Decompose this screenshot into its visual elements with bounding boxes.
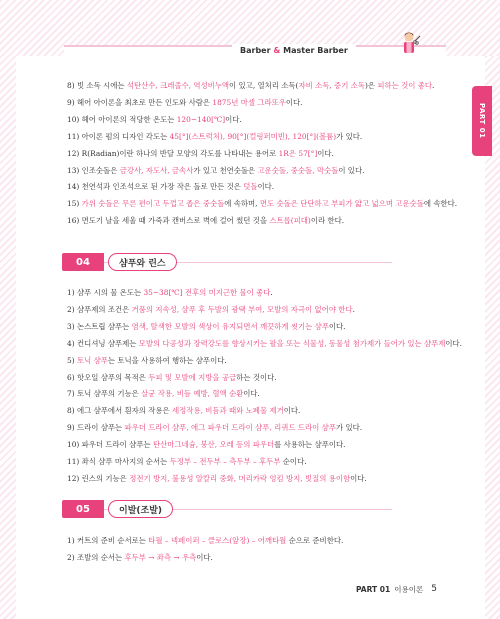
item-text: 를 사용하는 샴푸이다. — [274, 440, 346, 450]
item-text: 이다. — [350, 473, 367, 483]
list-item — [67, 213, 477, 230]
highlight-text: 스트롭(피대) — [269, 216, 311, 226]
item-number: 10) — [67, 440, 82, 450]
highlight-text: 1875년 마셀 그라또우 — [212, 97, 286, 107]
list-item — [67, 386, 477, 403]
list-item — [67, 353, 477, 370]
item-text: 하는 것이다. — [236, 372, 277, 382]
item-number: 10) — [67, 114, 82, 124]
highlight-text: 45[°](스트럭처), 90[°](컬링퍼미빈), 120[°](볼륨) — [169, 131, 337, 141]
item-number: 1) — [67, 536, 77, 545]
page-footer — [356, 582, 437, 596]
list-item — [67, 319, 477, 336]
item-text: . — [270, 288, 273, 297]
highlight-text: 살균 작용, 비듬 예방, 혈액 순환 — [141, 389, 244, 399]
highlight-text: 금강사, 자도사, 금속사 — [119, 165, 194, 175]
highlight-text: 면도 숫돌은 단단하고 부피가 얇고 넓으며 고운숫돌 — [259, 199, 424, 209]
item-text: 커트의 준비 순서로는 — [76, 536, 149, 545]
list-item — [67, 78, 477, 95]
item-text: 에그 샴푸에서 흰자의 작용은 — [76, 406, 173, 416]
section-title: 샴푸와 린스 — [108, 253, 177, 271]
list-item — [67, 163, 477, 180]
item-number: 3) — [67, 321, 77, 331]
list-item — [67, 129, 477, 146]
page-number: 5 — [431, 584, 437, 594]
item-text: 아이론 펌의 디자인 각도는 — [81, 131, 170, 141]
list-item — [67, 370, 477, 387]
section-title: 이발(조발) — [108, 500, 173, 518]
item-text: 드라이 샴푸는 — [76, 423, 125, 433]
highlight-text: 35~38[℃] 전후의 미지근한 물이 좋다 — [143, 288, 271, 297]
item-text: 이 있고, 열처리 소독( — [229, 81, 299, 90]
item-text: 이다. — [257, 182, 275, 192]
item-text: 인조숫돌은 — [81, 165, 120, 175]
item-text: 파우더 드라이 샴푸는 — [81, 440, 153, 450]
list-item — [67, 437, 477, 454]
item-text: 순이다. — [280, 457, 307, 467]
list-item — [67, 533, 477, 550]
item-number: 5) — [67, 355, 77, 365]
theory-list-3 — [67, 533, 477, 567]
item-text: 에 속하며, — [224, 199, 260, 209]
barber-mascot-icon — [396, 30, 422, 56]
item-number: 13) — [67, 165, 82, 175]
item-text: 이 있다. — [338, 165, 365, 175]
list-item — [67, 112, 477, 129]
highlight-text: 가위 숫돌은 무른 편이고 두껍고 좁은 중숫돌 — [81, 199, 225, 209]
item-text: 이다. — [445, 338, 463, 348]
list-item — [67, 454, 477, 471]
item-text: 헤어 아이론을 최초로 만든 인도와 사람은 — [76, 97, 213, 107]
list-item — [67, 420, 477, 437]
item-text: 샴푸제의 조건은 — [76, 304, 132, 314]
highlight-text: 피하는 것이 좋다 — [377, 81, 433, 90]
item-number: 9) — [67, 97, 77, 107]
item-number: 11) — [67, 457, 82, 467]
list-item — [67, 196, 477, 213]
footer-part: PART 01 — [356, 584, 391, 594]
item-text: 에 속한다. — [423, 199, 458, 209]
list-item — [67, 403, 477, 420]
header-title-b: Master Barber — [283, 46, 348, 55]
highlight-text: 두피 및 모발에 지방을 공급 — [148, 372, 237, 382]
item-text: 이다. — [285, 97, 303, 107]
highlight-text: 1R은 57[°] — [278, 148, 318, 158]
list-item — [67, 302, 477, 319]
item-text: 조발의 순서는 — [76, 552, 125, 562]
item-number: 2) — [67, 304, 77, 314]
theory-list-2 — [67, 285, 477, 488]
item-text: 이다. — [243, 389, 260, 399]
item-text: 핫오일 샴푸의 목적은 — [76, 372, 149, 382]
highlight-text: 모발의 다공성과 장력강도를 향상시키는 팔을 또는 식물성, 동물성 첨가제가 들어가 있는 샴푸제 — [138, 338, 446, 348]
section-number: 04 — [62, 253, 104, 271]
highlight-text: 파우더 드라이 샴푸, 에그 파우더 드라이 샴푸, 리퀴드 드라이 샴푸 — [124, 423, 336, 433]
item-text: )은 — [364, 81, 378, 90]
section-heading-04 — [62, 253, 392, 271]
item-text: . — [352, 304, 355, 314]
item-text: R(Radian)이란 하나의 반달 모양의 각도를 나타내는 용어로 — [81, 148, 279, 158]
running-header — [232, 44, 356, 58]
part-side-tab-label: PART 01 — [478, 103, 486, 139]
item-text: 이라 한다. — [310, 216, 345, 226]
footer-chapter: 이용이론 — [394, 584, 424, 594]
item-text: 가 있고 천연숫돌은 — [193, 165, 258, 175]
item-number: 14) — [67, 182, 82, 192]
list-item — [67, 336, 477, 353]
highlight-text: 자비 소독, 증기 소독 — [298, 81, 365, 90]
list-item — [67, 285, 477, 302]
highlight-text: 정전기 방지, 불용성 알칼리 중화, 머리카락 엉킴 방지, 빗질의 용이함 — [129, 473, 351, 483]
highlight-text: 탄산마그네슘, 붕산, 오레 등의 파우더 — [152, 440, 275, 450]
item-number: 8) — [67, 81, 77, 90]
list-item — [67, 179, 477, 196]
item-number: 2) — [67, 552, 77, 562]
item-number: 7) — [67, 389, 77, 399]
item-text: 순으로 준비한다. — [286, 536, 344, 545]
highlight-text: 석탄산수, 크레졸수, 역성비누액 — [126, 81, 230, 90]
item-text: 샴푸 시의 물 온도는 — [76, 288, 144, 297]
item-text: 좌식 샴푸 마사지의 순서는 — [81, 457, 170, 467]
item-text: 이다. — [328, 321, 346, 331]
item-text: 논스트립 샴푸는 — [76, 321, 132, 331]
item-number: 11) — [67, 131, 82, 141]
item-number: 9) — [67, 423, 77, 433]
item-text: . — [432, 81, 435, 90]
item-number: 16) — [67, 216, 82, 226]
item-text: 는 토닉을 사용하여 행하는 샴푸이다. — [107, 355, 227, 365]
header-ampersand: & — [273, 46, 281, 55]
item-text: 이다. — [196, 552, 213, 562]
item-number: 4) — [67, 338, 77, 348]
theory-list-1 — [67, 78, 477, 230]
highlight-text: 타월 – 넥페이퍼 – 클로스(앞장) – 어깨타월 — [148, 536, 287, 545]
item-text: 린스의 기능은 — [81, 473, 130, 483]
item-number: 12) — [67, 473, 82, 483]
highlight-text: 120~140[℃] — [176, 114, 226, 124]
highlight-text: 염색, 탈색한 모발의 색상이 유지되면서 깨끗하게 씻기는 샴푸 — [131, 321, 329, 331]
item-text: 가 있다. — [335, 423, 363, 433]
item-text: 이다. — [283, 406, 301, 416]
item-text: 빗 소독 시에는 — [76, 81, 127, 90]
item-number: 1) — [67, 288, 77, 297]
item-text: 가 있다. — [336, 131, 363, 141]
highlight-text: 토닉 샴푸 — [76, 355, 108, 365]
list-item — [67, 550, 477, 567]
item-number: 8) — [67, 406, 77, 416]
highlight-text: 거품의 지속성, 샴푸 후 두발의 광택 부여, 모발의 자극이 없어야 한다 — [131, 304, 353, 314]
item-text: 면도기 날을 세울 때 가죽과 캔버스로 벽에 걸어 썼던 것을 — [81, 216, 270, 226]
list-item — [67, 95, 477, 112]
section-heading-05 — [62, 500, 392, 518]
list-item — [67, 146, 477, 163]
item-number: 6) — [67, 372, 77, 382]
item-text: 헤어 아이론의 적당한 온도는 — [81, 114, 177, 124]
item-text: 이다. — [317, 148, 334, 158]
item-text: 토닉 샴푸의 기능은 — [76, 389, 142, 399]
highlight-text: 세정작용, 비듬과 때와 노폐물 제거 — [172, 406, 284, 416]
item-number: 12) — [67, 148, 82, 158]
section-number: 05 — [62, 500, 104, 518]
item-text: 천연석과 인조석으로 된 가장 작은 돌로 만든 것은 — [81, 182, 244, 192]
highlight-text: 덧돌 — [243, 182, 258, 192]
highlight-text: 고운숫돌, 중숫돌, 막숫돌 — [257, 165, 339, 175]
item-text: 이다. — [225, 114, 242, 124]
header-title-a: Barber — [240, 46, 271, 55]
item-text: 컨디셔닝 샴푸제는 — [76, 338, 139, 348]
list-item — [67, 471, 477, 488]
item-number: 15) — [67, 199, 82, 209]
highlight-text: 두정부 – 전두부 – 측두부 – 후두부 — [169, 457, 281, 467]
highlight-text: 후두부 → 좌측 → 우측 — [124, 552, 197, 562]
left-margin-stripes — [0, 56, 16, 619]
